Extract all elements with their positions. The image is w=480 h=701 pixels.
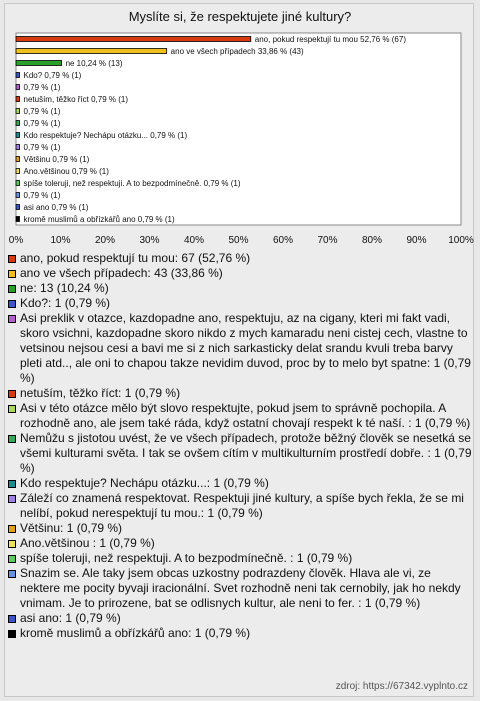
bar-13 [16, 181, 20, 186]
x-axis [9, 235, 474, 246]
legend-label: Asi preklik v otazce, kazdopadne ano, respektuju, az na cigany, kteri mi fakt vadi, skoro vsichni, kazdopadne skoro nikdo z mych kamaradu neni cistej cech, vlastne to vetsinou nejsou cesi a bavi me si z nich sarkasticky delat srandu kvuli treba barvy pleti atd.., ale oni to chapou takze nevidim duvod, proc by to melo byt spatne: 1 (0,79 %) [20, 311, 471, 385]
legend-item [8, 281, 474, 296]
x-tick-label: 80% [361, 235, 383, 246]
legend-label: Záleží co znamená respektovat. Respektuji jiné kultury, a spíše bych řekla, že se mi nelíbí, pokud nerespektují tu mou.: 1 (0,79 %) [20, 491, 464, 520]
bar-11 [16, 157, 20, 162]
legend-label: Většinu: 1 (0,79 %) [20, 521, 123, 535]
bar-14 [16, 193, 20, 198]
bar-label-9: Kdo respektuje? Nechápu otázku... 0,79 % (1) [23, 131, 188, 140]
legend-swatch [8, 315, 16, 323]
bar-label-8: 0,79 % (1) [23, 119, 61, 128]
legend-label: Kdo respektuje? Nechápu otázku...: 1 (0,79 %) [20, 476, 269, 490]
bar-8 [16, 121, 20, 126]
legend-label: Ano.většinou : 1 (0,79 %) [20, 536, 155, 550]
legend-item [8, 311, 474, 386]
legend-item [8, 401, 474, 431]
bar-label-11: Většinu 0,79 % (1) [23, 155, 90, 164]
bar-7 [16, 109, 20, 114]
legend-label: ano, pokud respektují tu mou: 67 (52,76 %) [20, 251, 251, 265]
legend-label: ano ve všech případech: 43 (33,86 %) [20, 266, 223, 280]
source-footer: zdroj: https://67342.vyplnto.cz [335, 681, 468, 692]
legend-label: Asi v této otázce mělo být slovo respektujte, pokud jsem to správně pochopila. A rozhodně ano, ale jsem také ráda, když ostatní chovají respekt k té naší. : 1 (0,79 %) [20, 401, 471, 430]
legend-swatch [8, 285, 16, 293]
legend-item [8, 626, 474, 641]
bar-label-2: ano ve všech případech 33,86 % (43) [170, 47, 304, 56]
chart-title: Myslíte si, že respektujete jiné kultury? [128, 9, 352, 24]
legend-label: Kdo?: 1 (0,79 %) [20, 296, 111, 310]
x-tick-label: 70% [317, 235, 338, 246]
bar-5 [16, 85, 20, 90]
bar-label-5: 0,79 % (1) [23, 83, 61, 92]
legend-label: asi ano: 1 (0,79 %) [20, 611, 121, 625]
legend-label: spíše toleruji, než respektuji. A to bezpodmínečně. : 1 (0,79 %) [20, 551, 353, 565]
legend-swatch [8, 495, 16, 503]
legend-swatch [8, 525, 16, 533]
bar-label-7: 0,79 % (1) [23, 107, 61, 116]
legend-label: netuším, těžko říct: 1 (0,79 %) [20, 386, 181, 400]
bar-label-10: 0,79 % (1) [23, 143, 61, 152]
legend-swatch [8, 540, 16, 548]
legend [8, 251, 474, 641]
x-tick-label: 0% [8, 235, 24, 246]
legend-item [8, 476, 474, 491]
bar-label-16: kromě muslimů a obřízkářů ano 0,79 % (1) [23, 215, 175, 224]
x-tick-label: 40% [183, 235, 205, 246]
legend-swatch [8, 630, 16, 638]
legend-label: ne: 13 (10,24 %) [20, 281, 109, 295]
bar-6 [16, 97, 20, 102]
legend-item [8, 266, 474, 281]
bar-3 [16, 61, 62, 66]
bar-9 [16, 133, 20, 138]
legend-label: kromě muslimů a obřízkářů ano: 1 (0,79 %) [20, 626, 251, 640]
bar-4 [16, 73, 20, 78]
legend-label: Snazim se. Ale taky jsem obcas uzkostny podrazdeny človĕk. Hlava ale vi, ze nektere me pocity byvaji iracionální. Svet rozhodně neni tak cernobily, jak ho nekdy vnimam. Je to prirozene, bat se odlisnych kultur, ale neni to fer. : 1 (0,79 %) [20, 566, 461, 610]
legend-item [8, 251, 474, 266]
bar-label-15: asi ano 0,79 % (1) [23, 203, 89, 212]
legend-swatch [8, 555, 16, 563]
legend-item [8, 611, 474, 626]
x-tick-label: 50% [228, 235, 249, 246]
bar-1 [16, 37, 251, 42]
legend-swatch [8, 255, 16, 263]
legend-swatch [8, 480, 16, 488]
bar-2 [16, 49, 167, 54]
bar-10 [16, 145, 20, 150]
legend-swatch [8, 435, 16, 443]
bar-15 [16, 205, 20, 210]
legend-swatch [8, 300, 16, 308]
bar-label-6: netuším, těžko říct 0,79 % (1) [23, 95, 128, 104]
legend-item [8, 521, 474, 536]
legend-swatch [8, 405, 16, 413]
x-tick-label: 100% [448, 235, 474, 246]
legend-item [8, 296, 474, 311]
bar-label-3: ne 10,24 % (13) [65, 59, 123, 68]
legend-item [8, 431, 474, 476]
legend-item [8, 536, 474, 551]
legend-item [8, 386, 474, 401]
bar-label-1: ano, pokud respektují tu mou 52,76 % (67) [254, 35, 406, 44]
bar-chart [0, 0, 480, 250]
legend-item [8, 491, 474, 521]
legend-swatch [8, 570, 16, 578]
x-tick-label: 60% [272, 235, 294, 246]
x-tick-label: 30% [139, 235, 160, 246]
legend-item [8, 551, 474, 566]
legend-item [8, 566, 474, 611]
x-tick-label: 90% [406, 235, 427, 246]
bar-12 [16, 169, 20, 174]
bar-label-12: Ano.většinou 0,79 % (1) [23, 167, 109, 176]
bar-label-14: 0,79 % (1) [23, 191, 61, 200]
bar-label-4: Kdo? 0,79 % (1) [23, 71, 82, 80]
bar-label-13: spíše toleruji, než respektuji. A to bezpodmínečně. 0,79 % (1) [23, 179, 241, 188]
x-tick-label: 20% [94, 235, 116, 246]
x-tick-label: 10% [50, 235, 71, 246]
legend-swatch [8, 390, 16, 398]
bar-16 [16, 217, 20, 222]
legend-label: Nemůžu s jistotou uvést, že ve všech případech, protože běžný člověk se nesetká se všemi kulturami světa. I tak se ovšem cítím v multikulturním prostředí dobře. : 1 (0,79 %) [20, 431, 472, 475]
legend-swatch [8, 615, 16, 623]
legend-swatch [8, 270, 16, 278]
